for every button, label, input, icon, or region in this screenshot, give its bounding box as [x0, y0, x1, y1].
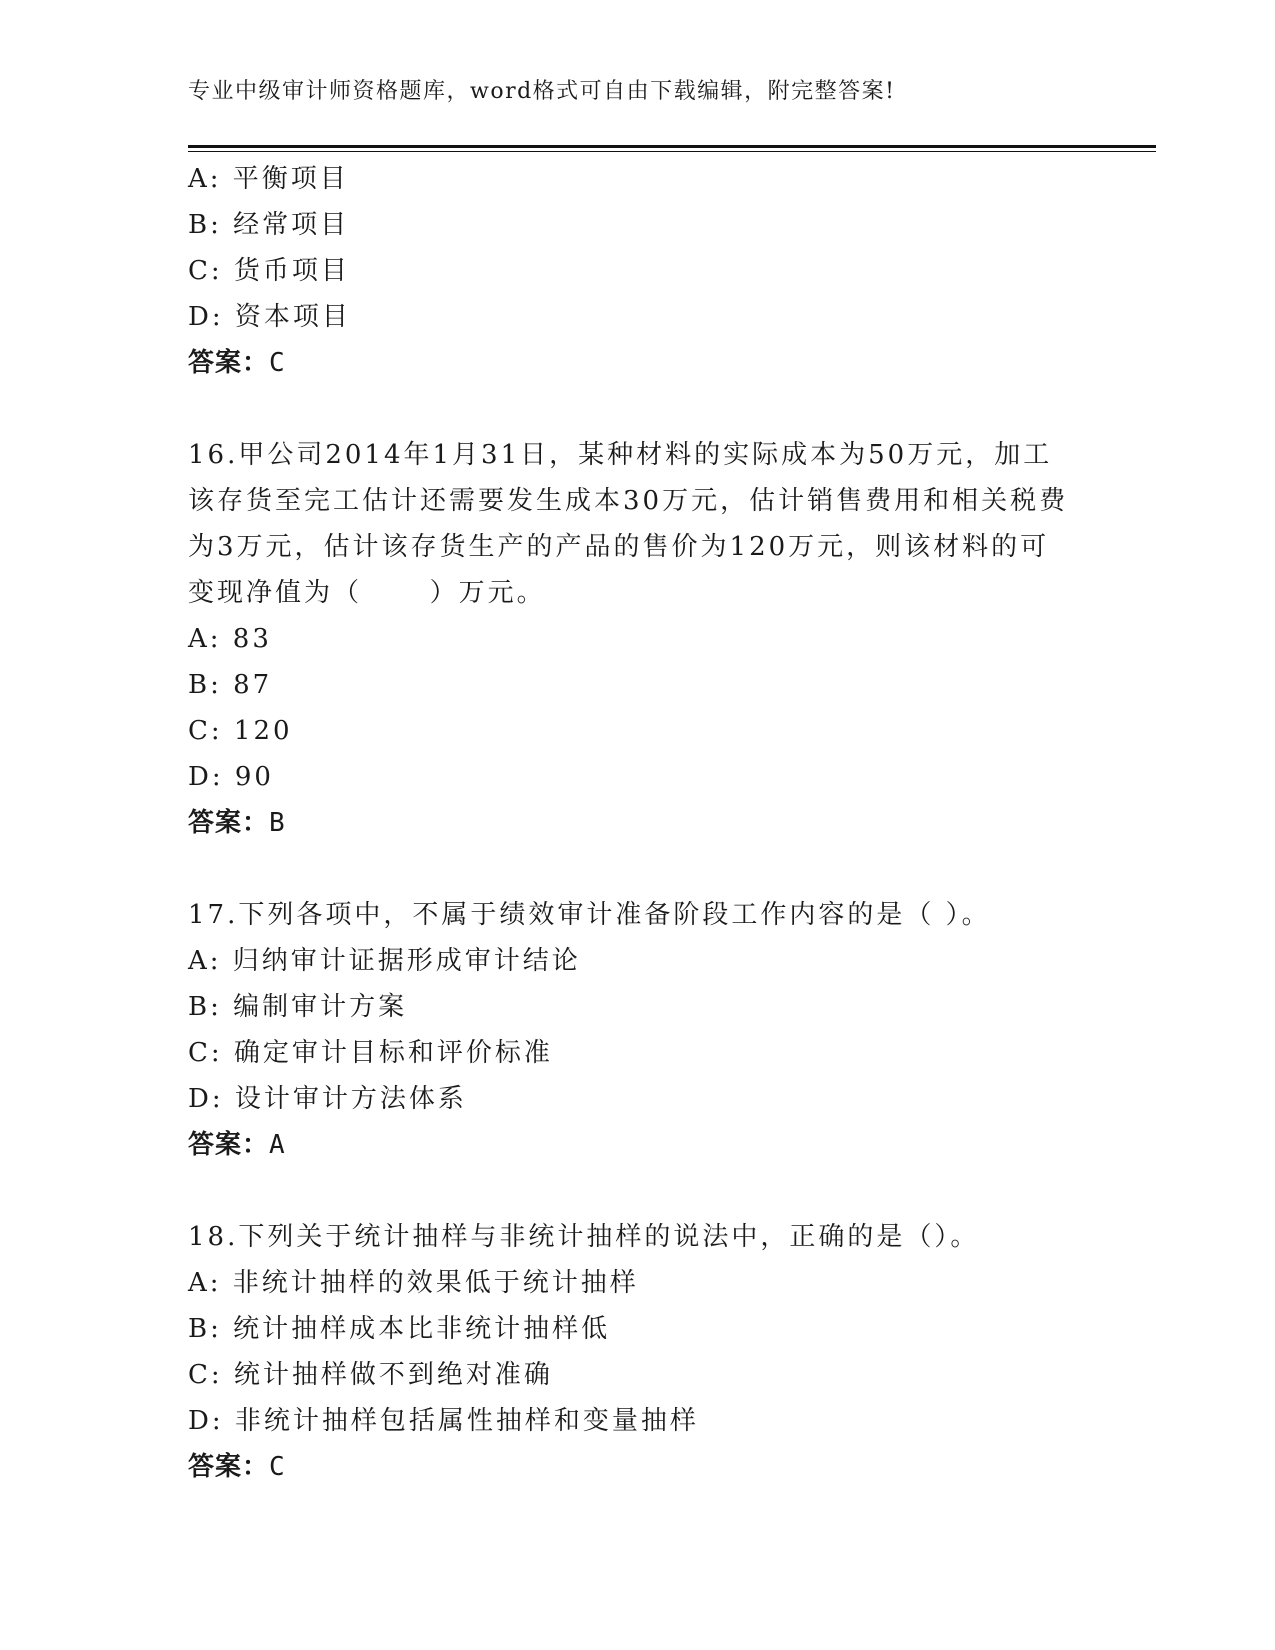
option-a: A: 归纳审计证据形成审计结论: [188, 946, 581, 976]
question-text-line: 18.下列关于统计抽样与非统计抽样的说法中，正确的是（）。: [188, 1222, 980, 1252]
option-a: A: 非统计抽样的效果低于统计抽样: [188, 1268, 639, 1298]
spacer: [188, 386, 1088, 432]
question-text-line: 16.甲公司2014年1月31日，某种材料的实际成本为50万元，加工: [188, 440, 1053, 470]
header-rule-thin: [188, 151, 1156, 152]
answer-label: 答案：: [188, 1452, 270, 1482]
option-b: B: 87: [188, 670, 273, 700]
question-text-line: 为3万元，估计该存货生产的产品的售价为120万元，则该材料的可: [188, 532, 1050, 562]
option-b: B: 统计抽样成本比非统计抽样低: [188, 1314, 611, 1344]
option-c: C: 确定审计目标和评价标准: [188, 1038, 553, 1068]
answer-label: 答案：: [188, 348, 270, 378]
answer-label: 答案：: [188, 808, 270, 838]
answer-line: [188, 340, 1088, 386]
question-text-line: 该存货至完工估计还需要发生成本30万元，估计销售费用和相关税费: [188, 486, 1069, 516]
question-text-line: 变现净值为（ ）万元。: [188, 578, 546, 608]
spacer: [188, 846, 1088, 892]
answer-line: [188, 1122, 1088, 1168]
option-c: C: 120: [188, 716, 293, 746]
answer-value: C: [269, 1452, 286, 1482]
question-list: [188, 156, 1088, 1490]
option-d: D: 资本项目: [188, 302, 351, 332]
question-15: [188, 156, 1088, 386]
answer-label: 答案：: [188, 1130, 270, 1160]
page-header: 专业中级审计师资格题库，word格式可自由下载编辑，附完整答案!: [188, 79, 896, 104]
answer-value: B: [269, 808, 286, 838]
answer-line: [188, 1444, 1088, 1490]
option-d: D: 设计审计方法体系: [188, 1084, 467, 1114]
option-a: A: 平衡项目: [188, 164, 349, 194]
question-text-line: 17.下列各项中，不属于绩效审计准备阶段工作内容的是（ ）。: [188, 900, 991, 930]
option-d: D: 非统计抽样包括属性抽样和变量抽样: [188, 1406, 699, 1436]
option-b: B: 编制审计方案: [188, 992, 408, 1022]
header-rule-thick: [188, 145, 1156, 148]
option-b: B: 经常项目: [188, 210, 350, 240]
question-18: [188, 1214, 1088, 1490]
option-d: D: 90: [188, 762, 274, 792]
question-17: [188, 892, 1088, 1168]
option-c: C: 统计抽样做不到绝对准确: [188, 1360, 553, 1390]
option-c: C: 货币项目: [188, 256, 350, 286]
spacer: [188, 1168, 1088, 1214]
answer-value: C: [269, 348, 286, 378]
option-a: A: 83: [188, 624, 272, 654]
answer-value: A: [269, 1130, 286, 1160]
question-16: [188, 432, 1088, 846]
answer-line: [188, 800, 1088, 846]
